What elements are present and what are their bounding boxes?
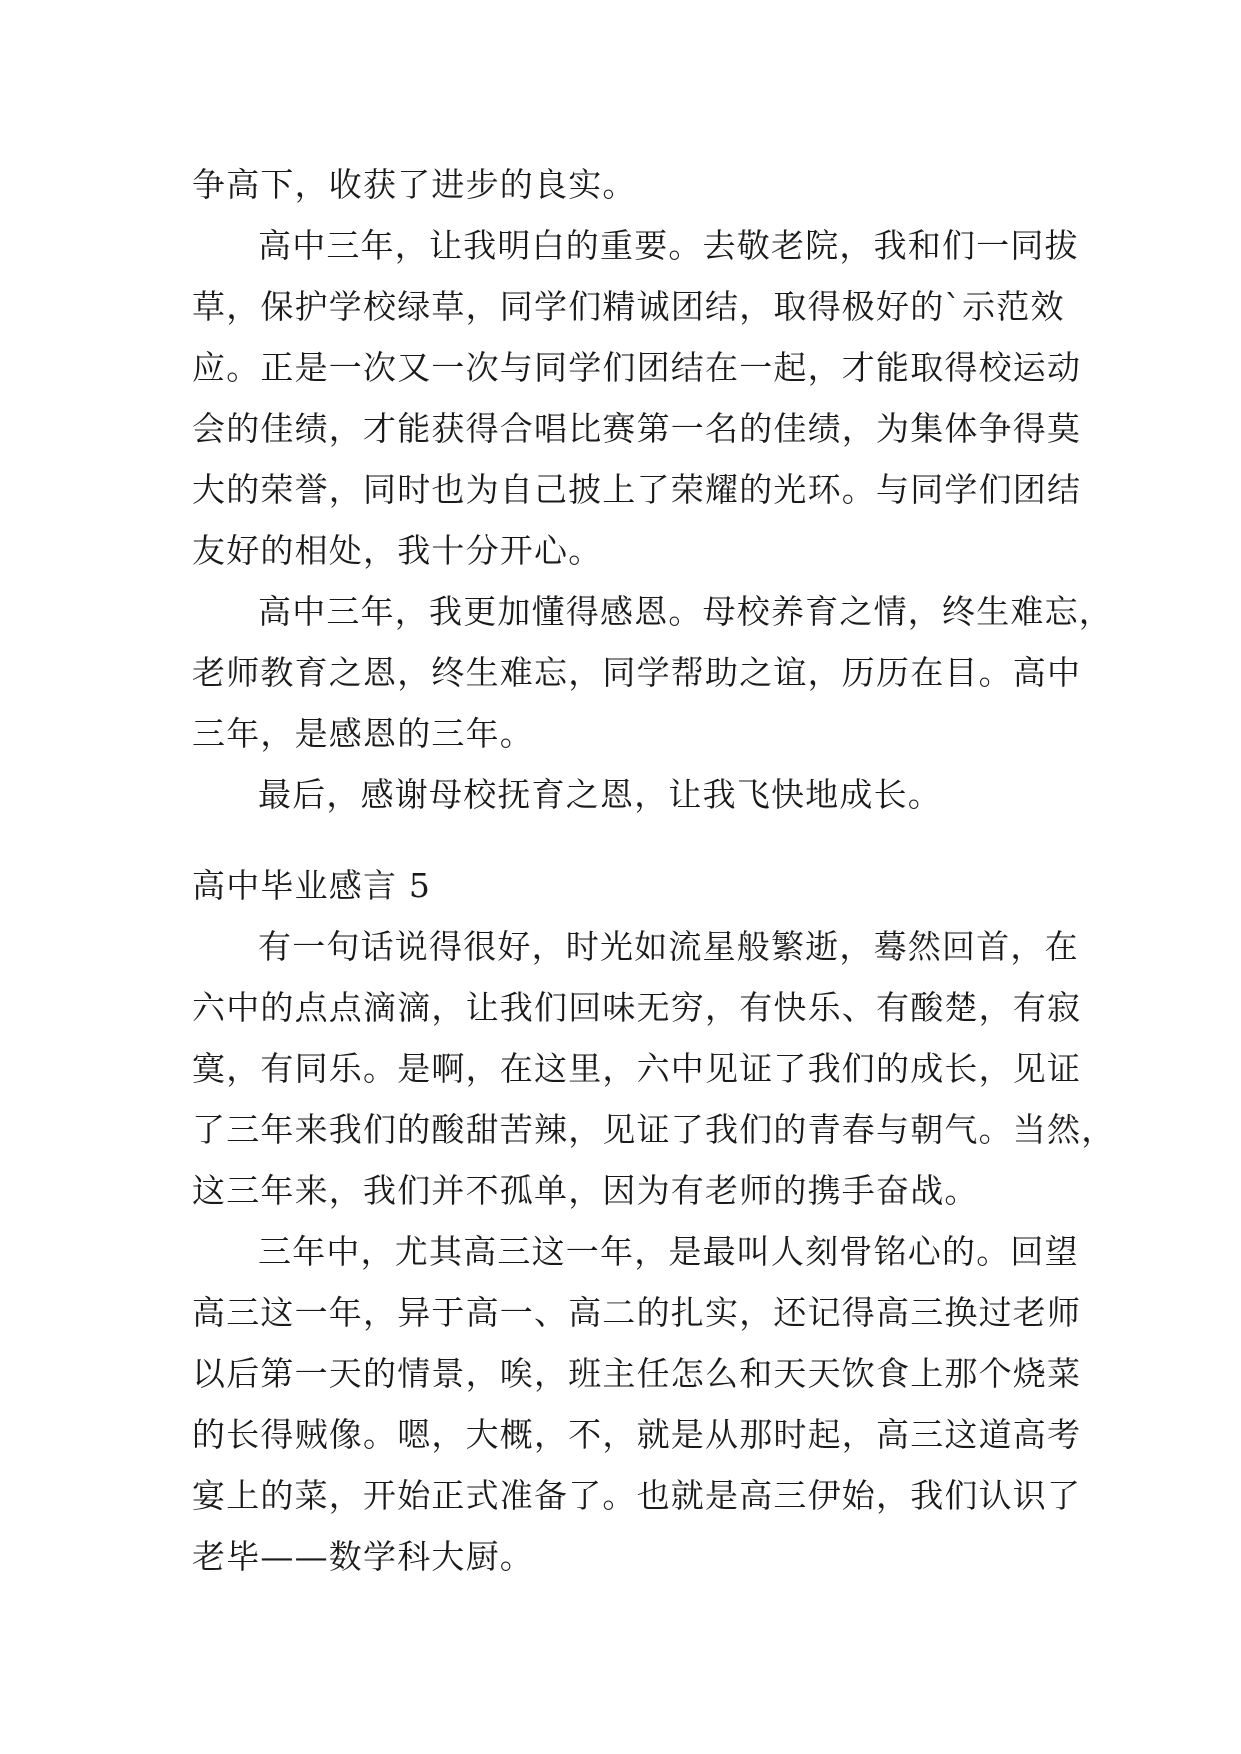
paragraph-line: 三年，是感恩的三年。 xyxy=(192,714,534,753)
paragraph-line: 三年中，尤其高三这一年，是最叫人刻骨铭心的。回望 xyxy=(258,1232,1079,1271)
paragraph-line: 最后，感谢母校抚育之恩，让我飞快地成长。 xyxy=(258,775,942,814)
paragraph-line: 会的佳绩，才能获得合唱比赛第一名的佳绩，为集体争得莫 xyxy=(192,409,1082,448)
paragraph-line: 了三年来我们的酸甜苦辣，见证了我们的青春与朝气。当然， xyxy=(192,1110,1116,1149)
paragraph-line: 高三这一年，异于高一、高二的扎实，还记得高三换过老师 xyxy=(192,1293,1082,1332)
paragraph-line: 的长得贼像。嗯，大概，不，就是从那时起，高三这道高考 xyxy=(192,1415,1082,1454)
section-continued xyxy=(192,154,1113,825)
paragraph-line: 友好的相处，我十分开心。 xyxy=(192,531,603,570)
paragraph-line: 寞，有同乐。是啊，在这里，六中见证了我们的成长，见证 xyxy=(192,1049,1082,1088)
paragraph-line: 有一句话说得很好，时光如流星般繁逝，蓦然回首，在 xyxy=(258,927,1079,966)
paragraph-line: 老毕——数学科大厨。 xyxy=(192,1537,534,1576)
paragraph-line: 高中三年，我更加懂得感恩。母校养育之情，终生难忘， xyxy=(258,592,1113,631)
section-5 xyxy=(192,855,1116,1587)
paragraph-line: 老师教育之恩，终生难忘，同学帮助之谊，历历在目。高中 xyxy=(192,653,1082,692)
paragraph-line: 草，保护学校绿草，同学们精诚团结，取得极好的`示范效 xyxy=(192,287,1065,326)
paragraph-line: 应。正是一次又一次与同学们团结在一起，才能取得校运动 xyxy=(192,348,1082,387)
section-heading: 高中毕业感言 5 xyxy=(192,866,432,905)
paragraph-line: 大的荣誉，同时也为自己披上了荣耀的光环。与同学们团结 xyxy=(192,470,1082,509)
paragraph-line: 高中三年，让我明白的重要。去敬老院，我和们一同拔 xyxy=(258,226,1079,265)
paragraph-line: 这三年来，我们并不孤单，因为有老师的携手奋战。 xyxy=(192,1171,979,1210)
paragraph-line: 以后第一天的情景，唉，班主任怎么和天天饮食上那个烧菜 xyxy=(192,1354,1082,1393)
paragraph-line: 争高下，收获了进步的良实。 xyxy=(192,165,637,204)
paragraph-line: 宴上的菜，开始正式准备了。也就是高三伊始，我们认识了 xyxy=(192,1476,1082,1515)
paragraph-line: 六中的点点滴滴，让我们回味无穷，有快乐、有酸楚，有寂 xyxy=(192,988,1082,1027)
